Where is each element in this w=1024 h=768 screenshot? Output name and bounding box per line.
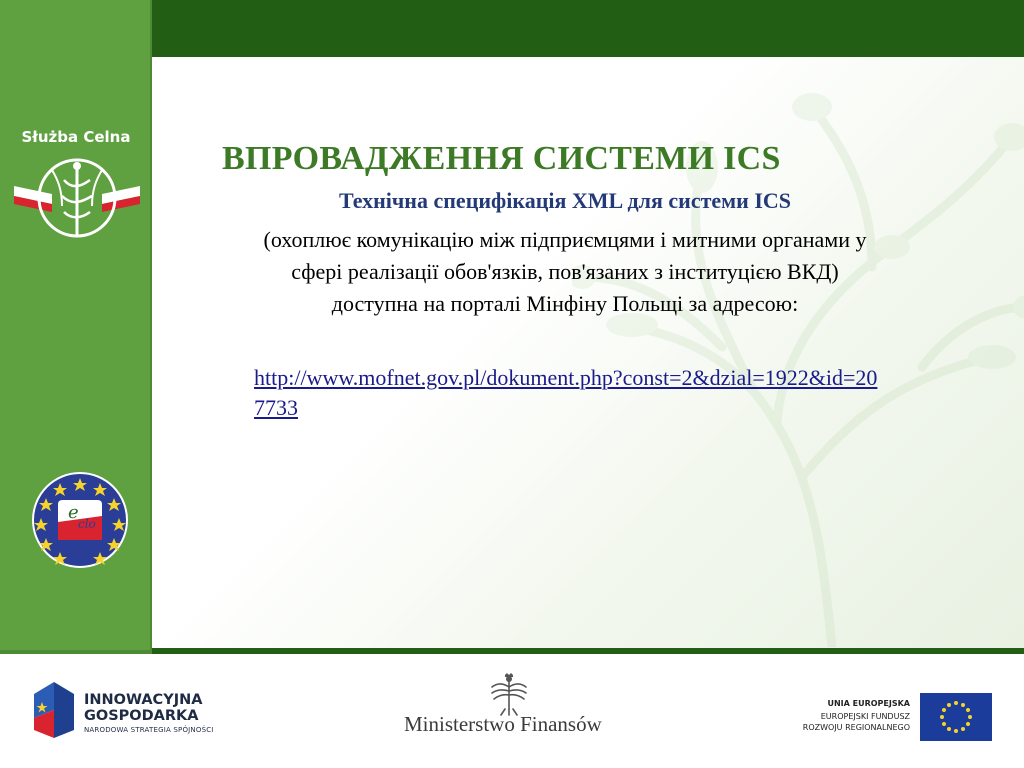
top-band [152,0,1024,57]
svg-text:clo: clo [78,517,96,531]
sluzba-celna-logo-text: Służba Celna [21,128,131,146]
eu-title: UNIA EUROPEJSKA [827,699,910,708]
innowacyjna-gospodarka-title: INNOWACYJNA GOSPODARKA [84,692,203,724]
innowacyjna-gospodarka-subtitle: NARODOWA STRATEGIA SPÓJNOŚCI [84,726,214,734]
slide-body-text: (охоплює комунікацію між підприємцями і митними органами у сфері реалізації обов'язків, пов'язаних з інституцією ВКД) доступна на порталі Мінфіну Польщі за адресою: [263,227,867,316]
eu-fund-subtitle: EUROPEJSKI FUNDUSZ ROZWOJU REGIONALNEGO [802,712,910,732]
mofnet-link[interactable]: http://www.mofnet.gov.pl/dokument.php?const=2&dzial=1922&id=207733 [254,365,878,420]
svg-text:e: e [68,502,79,523]
ministerstwo-finansow-text: Ministerstwo Finansów [404,712,602,736]
sluzba-celna-emblem [12,150,142,246]
slide-subtitle: Технічна специфікація XML для системи ICS [338,188,792,213]
innowacyjna-gospodarka-logo [28,680,80,740]
polish-eagle-icon [489,673,529,717]
e-clo-emblem [30,470,130,570]
slide-title: ВПРОВАДЖЕННЯ СИСТЕМИ ICS [222,140,781,177]
eu-flag-icon [920,693,992,741]
